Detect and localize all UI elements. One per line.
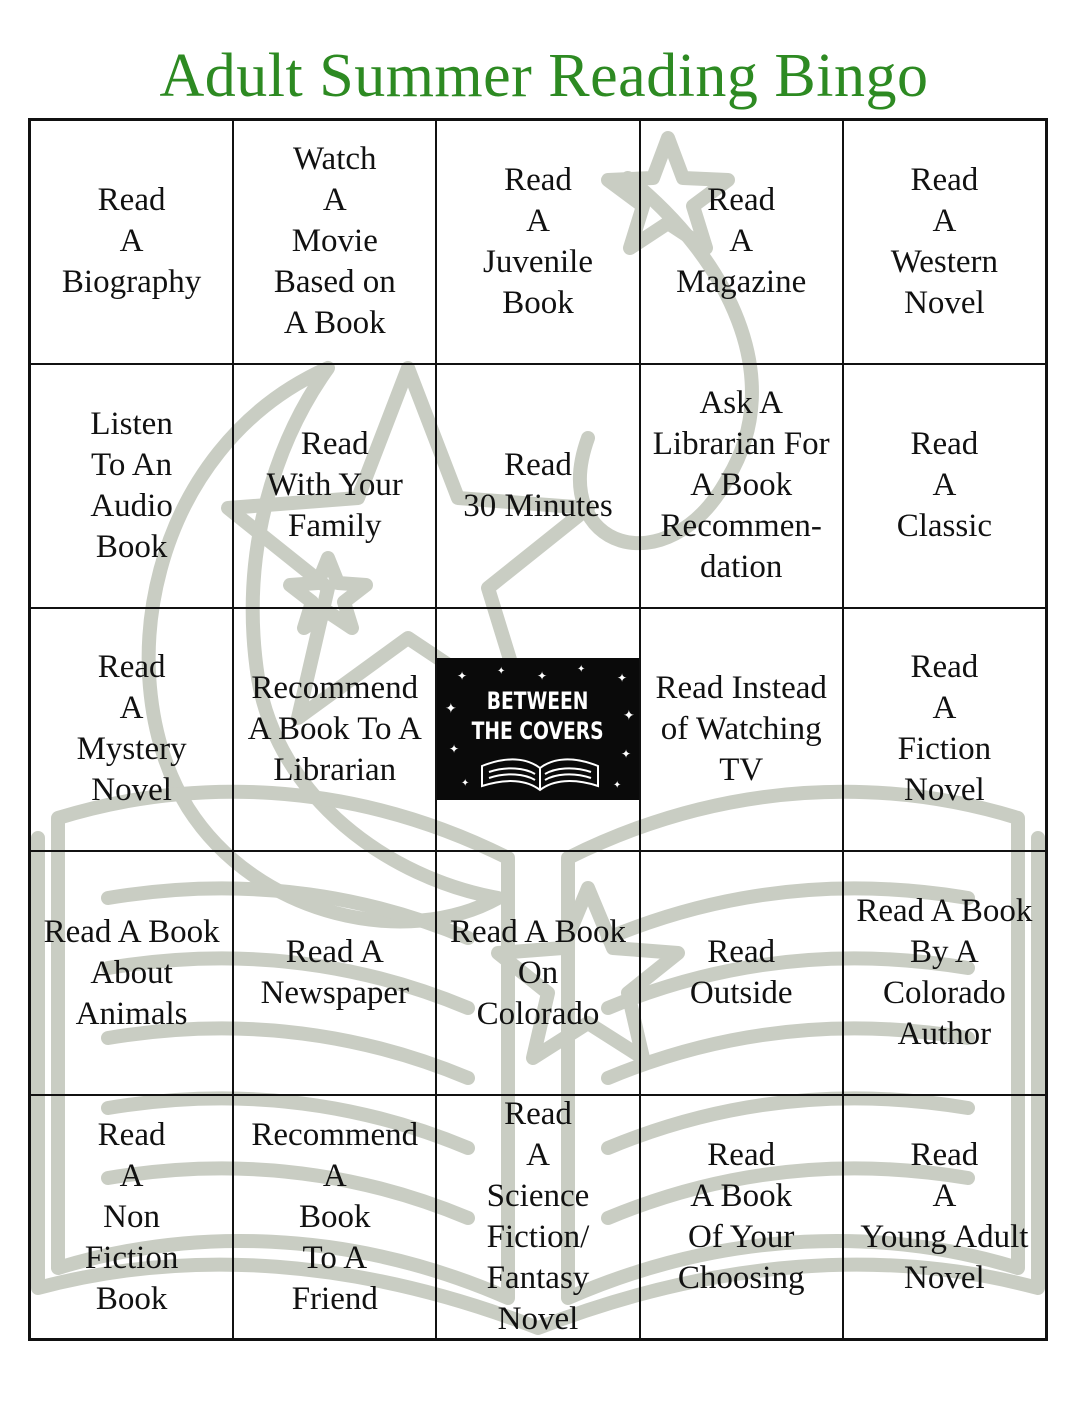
bingo-square: Read A Non Fiction Book [30,1095,233,1339]
svg-text:✦: ✦ [617,671,628,686]
bingo-square: Read A Fiction Novel [843,608,1046,852]
free-space [436,608,639,852]
logo-text-line1: BETWEEN [487,687,589,716]
svg-text:✦: ✦ [445,701,458,718]
bingo-square: Read A Young Adult Novel [843,1095,1046,1339]
bingo-square: Read Outside [640,851,843,1095]
bingo-square: Read A Classic [843,364,1046,608]
bingo-board [28,118,1048,1341]
svg-text:✦: ✦ [621,747,632,762]
bingo-square: Read A Biography [30,120,233,364]
logo-text-line2: THE COVERS [471,717,605,746]
bingo-square: Listen To An Audio Book [30,364,233,608]
bingo-square: Read A Book About Animals [30,851,233,1095]
svg-text:✦: ✦ [449,742,460,757]
bingo-square: Read 30 Minutes [436,364,639,608]
bingo-square: Read Instead of Watching TV [640,608,843,852]
svg-text:✦: ✦ [623,708,636,725]
bingo-square: Read A Science Fiction/ Fantasy Novel [436,1095,639,1339]
bingo-square: Read A Book By A Colorado Author [843,851,1046,1095]
bingo-square: Recommend A Book To A Friend [233,1095,436,1339]
bingo-square: Ask A Librarian For A Book Recommen- dation [640,364,843,608]
svg-text:✦: ✦ [613,780,622,792]
bingo-square: Read A Newspaper [233,851,436,1095]
page-title: Adult Summer Reading Bingo [159,42,929,110]
svg-text:✦: ✦ [457,669,468,684]
svg-text:✦: ✦ [461,778,470,790]
svg-text:✦: ✦ [497,666,506,678]
svg-text:✦: ✦ [537,669,548,684]
bingo-square: Watch A Movie Based on A Book [233,120,436,364]
bingo-square: Read A Mystery Novel [30,608,233,852]
bingo-square: Read A Book Of Your Choosing [640,1095,843,1339]
bingo-square: Read A Western Novel [843,120,1046,364]
bingo-square: Read With Your Family [233,364,436,608]
svg-text:✦: ✦ [577,664,586,676]
bingo-square: Read A Magazine [640,120,843,364]
between-the-covers-logo [437,658,638,800]
bingo-square: Read A Book On Colorado [436,851,639,1095]
bingo-square: Read A Juvenile Book [436,120,639,364]
bingo-square: Recommend A Book To A Librarian [233,608,436,852]
